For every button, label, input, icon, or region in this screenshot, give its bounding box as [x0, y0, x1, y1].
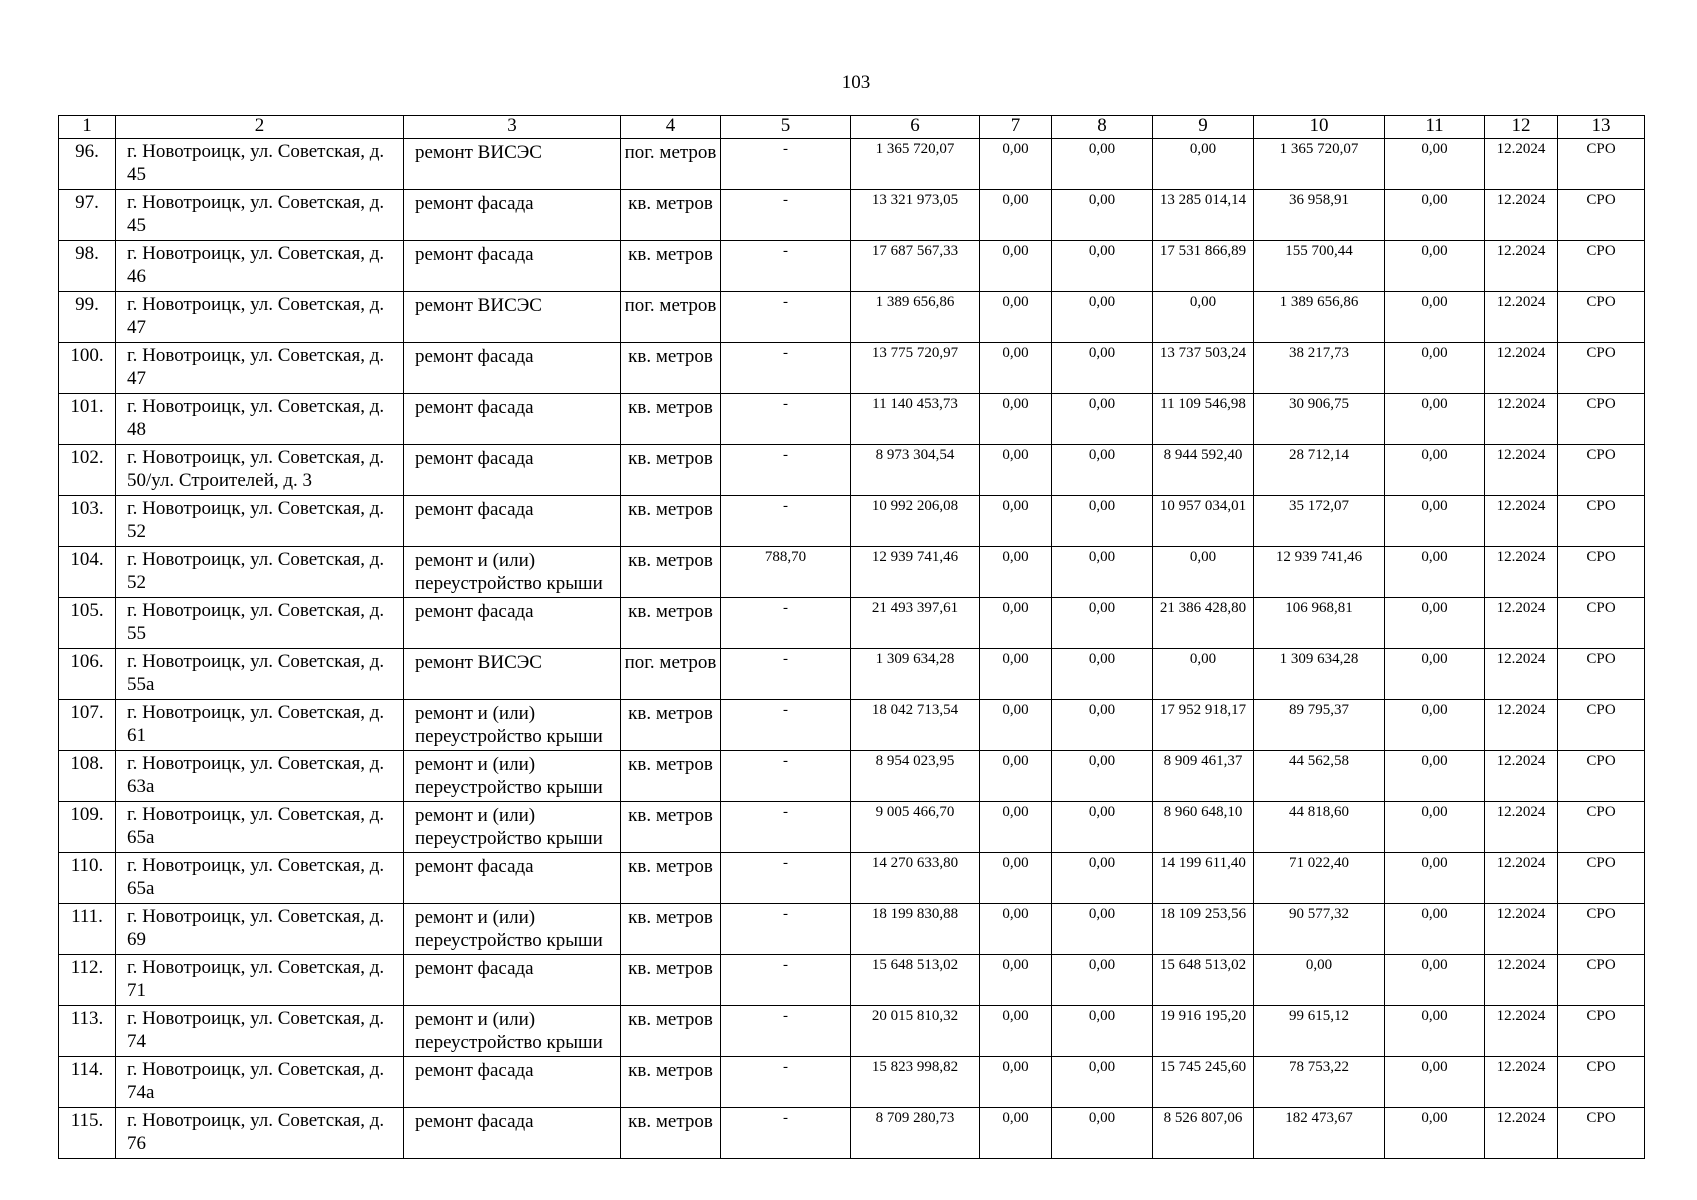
address-cell: г. Новотроицк, ул. Советская, д. 47: [116, 343, 404, 394]
table-row: [59, 1108, 1645, 1159]
row-number-cell: 115.: [59, 1108, 116, 1159]
deadline-cell: 12.2024: [1485, 496, 1558, 547]
cost-col-10-cell: 155 700,44: [1254, 241, 1385, 292]
work-type-cell: ремонт и (или) переустройство крыши: [404, 802, 621, 853]
cost-col-10-cell: 44 562,58: [1254, 751, 1385, 802]
cost-col-11-cell: 0,00: [1385, 751, 1485, 802]
work-type-cell: ремонт фасада: [404, 343, 621, 394]
cost-col-9-cell: 0,00: [1153, 139, 1254, 190]
cost-col-8-cell: 0,00: [1052, 496, 1153, 547]
table-row: [59, 853, 1645, 904]
table-row: [59, 802, 1645, 853]
executor-cell: СРО: [1558, 1108, 1645, 1159]
table-row: [59, 1006, 1645, 1057]
executor-cell: СРО: [1558, 700, 1645, 751]
deadline-cell: 12.2024: [1485, 1108, 1558, 1159]
executor-cell: СРО: [1558, 241, 1645, 292]
unit-cell: кв. метров: [621, 853, 721, 904]
work-type-cell: ремонт фасада: [404, 955, 621, 1006]
cost-col-7-cell: 0,00: [980, 343, 1052, 394]
work-type-cell: ремонт и (или) переустройство крыши: [404, 751, 621, 802]
address-cell: г. Новотроицк, ул. Советская, д. 65а: [116, 853, 404, 904]
unit-cell: кв. метров: [621, 343, 721, 394]
deadline-cell: 12.2024: [1485, 241, 1558, 292]
executor-cell: СРО: [1558, 394, 1645, 445]
cost-col-11-cell: 0,00: [1385, 241, 1485, 292]
row-number-cell: 98.: [59, 241, 116, 292]
work-type-cell: ремонт ВИСЭС: [404, 649, 621, 700]
deadline-cell: 12.2024: [1485, 853, 1558, 904]
total-cost-cell: 10 992 206,08: [851, 496, 980, 547]
executor-cell: СРО: [1558, 853, 1645, 904]
cost-col-9-cell: 11 109 546,98: [1153, 394, 1254, 445]
cost-col-10-cell: 1 365 720,07: [1254, 139, 1385, 190]
deadline-cell: 12.2024: [1485, 190, 1558, 241]
executor-cell: СРО: [1558, 802, 1645, 853]
deadline-cell: 12.2024: [1485, 649, 1558, 700]
cost-col-9-cell: 13 737 503,24: [1153, 343, 1254, 394]
volume-cell: -: [721, 904, 851, 955]
address-cell: г. Новотроицк, ул. Советская, д. 63а: [116, 751, 404, 802]
cost-col-7-cell: 0,00: [980, 394, 1052, 445]
unit-cell: кв. метров: [621, 751, 721, 802]
deadline-cell: 12.2024: [1485, 1057, 1558, 1108]
volume-cell: -: [721, 190, 851, 241]
row-number-cell: 102.: [59, 445, 116, 496]
volume-cell: -: [721, 445, 851, 496]
total-cost-cell: 1 389 656,86: [851, 292, 980, 343]
row-number-cell: 97.: [59, 190, 116, 241]
cost-col-7-cell: 0,00: [980, 139, 1052, 190]
unit-cell: кв. метров: [621, 1057, 721, 1108]
cost-col-11-cell: 0,00: [1385, 700, 1485, 751]
unit-cell: кв. метров: [621, 802, 721, 853]
volume-cell: -: [721, 751, 851, 802]
cost-col-11-cell: 0,00: [1385, 955, 1485, 1006]
unit-cell: кв. метров: [621, 1108, 721, 1159]
cost-col-8-cell: 0,00: [1052, 241, 1153, 292]
address-cell: г. Новотроицк, ул. Советская, д. 65а: [116, 802, 404, 853]
address-cell: г. Новотроицк, ул. Советская, д. 47: [116, 292, 404, 343]
total-cost-cell: 17 687 567,33: [851, 241, 980, 292]
cost-col-8-cell: 0,00: [1052, 1006, 1153, 1057]
table-row: [59, 445, 1645, 496]
cost-col-10-cell: 90 577,32: [1254, 904, 1385, 955]
executor-cell: СРО: [1558, 649, 1645, 700]
executor-cell: СРО: [1558, 1006, 1645, 1057]
cost-col-11-cell: 0,00: [1385, 649, 1485, 700]
unit-cell: кв. метров: [621, 496, 721, 547]
volume-cell: -: [721, 241, 851, 292]
table-row: [59, 394, 1645, 445]
cost-col-9-cell: 8 960 648,10: [1153, 802, 1254, 853]
column-header: 1: [59, 116, 116, 139]
cost-col-11-cell: 0,00: [1385, 343, 1485, 394]
row-number-cell: 109.: [59, 802, 116, 853]
table-header-row: [59, 116, 1645, 139]
cost-col-9-cell: 13 285 014,14: [1153, 190, 1254, 241]
cost-col-7-cell: 0,00: [980, 292, 1052, 343]
executor-cell: СРО: [1558, 904, 1645, 955]
cost-col-11-cell: 0,00: [1385, 445, 1485, 496]
address-cell: г. Новотроицк, ул. Советская, д. 52: [116, 496, 404, 547]
unit-cell: пог. метров: [621, 139, 721, 190]
total-cost-cell: 1 309 634,28: [851, 649, 980, 700]
volume-cell: -: [721, 598, 851, 649]
address-cell: г. Новотроицк, ул. Советская, д. 74: [116, 1006, 404, 1057]
volume-cell: -: [721, 802, 851, 853]
cost-col-8-cell: 0,00: [1052, 547, 1153, 598]
column-header: 7: [980, 116, 1052, 139]
unit-cell: кв. метров: [621, 394, 721, 445]
cost-col-7-cell: 0,00: [980, 853, 1052, 904]
table-row: [59, 598, 1645, 649]
column-header: 4: [621, 116, 721, 139]
total-cost-cell: 14 270 633,80: [851, 853, 980, 904]
column-header: 12: [1485, 116, 1558, 139]
work-type-cell: ремонт и (или) переустройство крыши: [404, 547, 621, 598]
work-type-cell: ремонт ВИСЭС: [404, 292, 621, 343]
address-cell: г. Новотроицк, ул. Советская, д. 74а: [116, 1057, 404, 1108]
table-row: [59, 139, 1645, 190]
cost-col-8-cell: 0,00: [1052, 445, 1153, 496]
executor-cell: СРО: [1558, 292, 1645, 343]
capital-repair-table: [58, 115, 1645, 1159]
unit-cell: кв. метров: [621, 547, 721, 598]
deadline-cell: 12.2024: [1485, 139, 1558, 190]
cost-col-10-cell: 106 968,81: [1254, 598, 1385, 649]
unit-cell: кв. метров: [621, 241, 721, 292]
table-row: [59, 1057, 1645, 1108]
deadline-cell: 12.2024: [1485, 598, 1558, 649]
column-header: 9: [1153, 116, 1254, 139]
work-type-cell: ремонт фасада: [404, 394, 621, 445]
work-type-cell: ремонт фасада: [404, 190, 621, 241]
executor-cell: СРО: [1558, 955, 1645, 1006]
volume-cell: -: [721, 1108, 851, 1159]
work-type-cell: ремонт фасада: [404, 1057, 621, 1108]
cost-col-9-cell: 18 109 253,56: [1153, 904, 1254, 955]
deadline-cell: 12.2024: [1485, 547, 1558, 598]
column-header: 8: [1052, 116, 1153, 139]
total-cost-cell: 8 973 304,54: [851, 445, 980, 496]
unit-cell: кв. метров: [621, 445, 721, 496]
cost-col-7-cell: 0,00: [980, 649, 1052, 700]
table-row: [59, 955, 1645, 1006]
cost-col-10-cell: 182 473,67: [1254, 1108, 1385, 1159]
cost-col-11-cell: 0,00: [1385, 802, 1485, 853]
volume-cell: -: [721, 343, 851, 394]
cost-col-8-cell: 0,00: [1052, 904, 1153, 955]
address-cell: г. Новотроицк, ул. Советская, д. 48: [116, 394, 404, 445]
column-header: 5: [721, 116, 851, 139]
column-header: 2: [116, 116, 404, 139]
address-cell: г. Новотроицк, ул. Советская, д. 50/ул. Строителей, д. 3: [116, 445, 404, 496]
unit-cell: кв. метров: [621, 190, 721, 241]
cost-col-9-cell: 8 944 592,40: [1153, 445, 1254, 496]
work-type-cell: ремонт фасада: [404, 445, 621, 496]
executor-cell: СРО: [1558, 445, 1645, 496]
total-cost-cell: 21 493 397,61: [851, 598, 980, 649]
deadline-cell: 12.2024: [1485, 1006, 1558, 1057]
column-header: 6: [851, 116, 980, 139]
volume-cell: -: [721, 139, 851, 190]
work-type-cell: ремонт фасада: [404, 241, 621, 292]
table-row: [59, 241, 1645, 292]
address-cell: г. Новотроицк, ул. Советская, д. 45: [116, 190, 404, 241]
row-number-cell: 108.: [59, 751, 116, 802]
total-cost-cell: 13 321 973,05: [851, 190, 980, 241]
executor-cell: СРО: [1558, 598, 1645, 649]
unit-cell: кв. метров: [621, 1006, 721, 1057]
cost-col-7-cell: 0,00: [980, 241, 1052, 292]
row-number-cell: 99.: [59, 292, 116, 343]
cost-col-7-cell: 0,00: [980, 700, 1052, 751]
cost-col-10-cell: 28 712,14: [1254, 445, 1385, 496]
cost-col-9-cell: 0,00: [1153, 547, 1254, 598]
cost-col-10-cell: 99 615,12: [1254, 1006, 1385, 1057]
row-number-cell: 112.: [59, 955, 116, 1006]
cost-col-8-cell: 0,00: [1052, 751, 1153, 802]
total-cost-cell: 8 954 023,95: [851, 751, 980, 802]
cost-col-8-cell: 0,00: [1052, 1057, 1153, 1108]
cost-col-10-cell: 36 958,91: [1254, 190, 1385, 241]
cost-col-10-cell: 0,00: [1254, 955, 1385, 1006]
address-cell: г. Новотроицк, ул. Советская, д. 46: [116, 241, 404, 292]
work-type-cell: ремонт фасада: [404, 598, 621, 649]
work-type-cell: ремонт и (или) переустройство крыши: [404, 1006, 621, 1057]
cost-col-8-cell: 0,00: [1052, 700, 1153, 751]
volume-cell: -: [721, 394, 851, 445]
total-cost-cell: 12 939 741,46: [851, 547, 980, 598]
cost-col-11-cell: 0,00: [1385, 292, 1485, 343]
work-type-cell: ремонт фасада: [404, 853, 621, 904]
cost-col-7-cell: 0,00: [980, 190, 1052, 241]
cost-col-8-cell: 0,00: [1052, 649, 1153, 700]
table-row: [59, 649, 1645, 700]
total-cost-cell: 15 648 513,02: [851, 955, 980, 1006]
deadline-cell: 12.2024: [1485, 292, 1558, 343]
total-cost-cell: 11 140 453,73: [851, 394, 980, 445]
total-cost-cell: 15 823 998,82: [851, 1057, 980, 1108]
cost-col-7-cell: 0,00: [980, 598, 1052, 649]
volume-cell: -: [721, 1006, 851, 1057]
cost-col-7-cell: 0,00: [980, 1057, 1052, 1108]
work-type-cell: ремонт и (или) переустройство крыши: [404, 904, 621, 955]
cost-col-10-cell: 89 795,37: [1254, 700, 1385, 751]
deadline-cell: 12.2024: [1485, 802, 1558, 853]
total-cost-cell: 18 042 713,54: [851, 700, 980, 751]
address-cell: г. Новотроицк, ул. Советская, д. 71: [116, 955, 404, 1006]
cost-col-8-cell: 0,00: [1052, 955, 1153, 1006]
row-number-cell: 96.: [59, 139, 116, 190]
total-cost-cell: 1 365 720,07: [851, 139, 980, 190]
cost-col-10-cell: 78 753,22: [1254, 1057, 1385, 1108]
row-number-cell: 100.: [59, 343, 116, 394]
executor-cell: СРО: [1558, 1057, 1645, 1108]
cost-col-11-cell: 0,00: [1385, 904, 1485, 955]
cost-col-8-cell: 0,00: [1052, 343, 1153, 394]
volume-cell: -: [721, 1057, 851, 1108]
column-header: 11: [1385, 116, 1485, 139]
cost-col-10-cell: 1 309 634,28: [1254, 649, 1385, 700]
work-type-cell: ремонт ВИСЭС: [404, 139, 621, 190]
cost-col-11-cell: 0,00: [1385, 853, 1485, 904]
cost-col-11-cell: 0,00: [1385, 1006, 1485, 1057]
cost-col-9-cell: 0,00: [1153, 292, 1254, 343]
address-cell: г. Новотроицк, ул. Советская, д. 61: [116, 700, 404, 751]
row-number-cell: 101.: [59, 394, 116, 445]
cost-col-8-cell: 0,00: [1052, 394, 1153, 445]
row-number-cell: 105.: [59, 598, 116, 649]
total-cost-cell: 13 775 720,97: [851, 343, 980, 394]
cost-col-8-cell: 0,00: [1052, 1108, 1153, 1159]
cost-col-11-cell: 0,00: [1385, 547, 1485, 598]
row-number-cell: 114.: [59, 1057, 116, 1108]
cost-col-10-cell: 71 022,40: [1254, 853, 1385, 904]
unit-cell: кв. метров: [621, 904, 721, 955]
cost-col-8-cell: 0,00: [1052, 802, 1153, 853]
cost-col-9-cell: 8 909 461,37: [1153, 751, 1254, 802]
row-number-cell: 111.: [59, 904, 116, 955]
cost-col-9-cell: 8 526 807,06: [1153, 1108, 1254, 1159]
table-row: [59, 190, 1645, 241]
table-row: [59, 547, 1645, 598]
cost-col-11-cell: 0,00: [1385, 1057, 1485, 1108]
cost-col-7-cell: 0,00: [980, 496, 1052, 547]
row-number-cell: 104.: [59, 547, 116, 598]
deadline-cell: 12.2024: [1485, 751, 1558, 802]
deadline-cell: 12.2024: [1485, 343, 1558, 394]
cost-col-10-cell: 1 389 656,86: [1254, 292, 1385, 343]
page-number: 103: [841, 72, 871, 93]
table-row: [59, 904, 1645, 955]
address-cell: г. Новотроицк, ул. Советская, д. 76: [116, 1108, 404, 1159]
executor-cell: СРО: [1558, 751, 1645, 802]
volume-cell: -: [721, 700, 851, 751]
cost-col-8-cell: 0,00: [1052, 190, 1153, 241]
cost-col-7-cell: 0,00: [980, 802, 1052, 853]
table-row: [59, 496, 1645, 547]
cost-col-7-cell: 0,00: [980, 445, 1052, 496]
executor-cell: СРО: [1558, 343, 1645, 394]
cost-col-11-cell: 0,00: [1385, 598, 1485, 649]
executor-cell: СРО: [1558, 496, 1645, 547]
deadline-cell: 12.2024: [1485, 700, 1558, 751]
address-cell: г. Новотроицк, ул. Советская, д. 45: [116, 139, 404, 190]
volume-cell: -: [721, 649, 851, 700]
volume-cell: -: [721, 496, 851, 547]
row-number-cell: 106.: [59, 649, 116, 700]
cost-col-9-cell: 21 386 428,80: [1153, 598, 1254, 649]
table-row: [59, 292, 1645, 343]
cost-col-7-cell: 0,00: [980, 547, 1052, 598]
unit-cell: пог. метров: [621, 649, 721, 700]
deadline-cell: 12.2024: [1485, 445, 1558, 496]
total-cost-cell: 18 199 830,88: [851, 904, 980, 955]
cost-col-9-cell: 17 952 918,17: [1153, 700, 1254, 751]
deadline-cell: 12.2024: [1485, 955, 1558, 1006]
table-row: [59, 343, 1645, 394]
cost-col-9-cell: 17 531 866,89: [1153, 241, 1254, 292]
deadline-cell: 12.2024: [1485, 394, 1558, 445]
executor-cell: СРО: [1558, 139, 1645, 190]
cost-col-7-cell: 0,00: [980, 1006, 1052, 1057]
volume-cell: -: [721, 292, 851, 343]
work-type-cell: ремонт фасада: [404, 496, 621, 547]
cost-col-8-cell: 0,00: [1052, 853, 1153, 904]
cost-col-8-cell: 0,00: [1052, 139, 1153, 190]
unit-cell: кв. метров: [621, 700, 721, 751]
address-cell: г. Новотроицк, ул. Советская, д. 55: [116, 598, 404, 649]
column-header: 13: [1558, 116, 1645, 139]
cost-col-9-cell: 10 957 034,01: [1153, 496, 1254, 547]
unit-cell: кв. метров: [621, 598, 721, 649]
unit-cell: кв. метров: [621, 955, 721, 1006]
row-number-cell: 110.: [59, 853, 116, 904]
column-header: 10: [1254, 116, 1385, 139]
cost-col-7-cell: 0,00: [980, 1108, 1052, 1159]
work-type-cell: ремонт и (или) переустройство крыши: [404, 700, 621, 751]
cost-col-9-cell: 15 745 245,60: [1153, 1057, 1254, 1108]
total-cost-cell: 20 015 810,32: [851, 1006, 980, 1057]
executor-cell: СРО: [1558, 547, 1645, 598]
total-cost-cell: 9 005 466,70: [851, 802, 980, 853]
volume-cell: -: [721, 853, 851, 904]
cost-col-7-cell: 0,00: [980, 955, 1052, 1006]
cost-col-9-cell: 19 916 195,20: [1153, 1006, 1254, 1057]
cost-col-9-cell: 0,00: [1153, 649, 1254, 700]
cost-col-10-cell: 35 172,07: [1254, 496, 1385, 547]
table-row: [59, 751, 1645, 802]
cost-col-11-cell: 0,00: [1385, 394, 1485, 445]
volume-cell: -: [721, 955, 851, 1006]
deadline-cell: 12.2024: [1485, 904, 1558, 955]
cost-col-10-cell: 44 818,60: [1254, 802, 1385, 853]
cost-col-10-cell: 12 939 741,46: [1254, 547, 1385, 598]
cost-col-11-cell: 0,00: [1385, 496, 1485, 547]
cost-col-9-cell: 15 648 513,02: [1153, 955, 1254, 1006]
table-body: [59, 139, 1645, 1159]
executor-cell: СРО: [1558, 190, 1645, 241]
cost-col-11-cell: 0,00: [1385, 1108, 1485, 1159]
total-cost-cell: 8 709 280,73: [851, 1108, 980, 1159]
cost-col-10-cell: 30 906,75: [1254, 394, 1385, 445]
column-header: 3: [404, 116, 621, 139]
cost-col-11-cell: 0,00: [1385, 190, 1485, 241]
cost-col-10-cell: 38 217,73: [1254, 343, 1385, 394]
cost-col-11-cell: 0,00: [1385, 139, 1485, 190]
cost-col-7-cell: 0,00: [980, 751, 1052, 802]
row-number-cell: 103.: [59, 496, 116, 547]
cost-col-9-cell: 14 199 611,40: [1153, 853, 1254, 904]
work-type-cell: ремонт фасада: [404, 1108, 621, 1159]
row-number-cell: 107.: [59, 700, 116, 751]
cost-col-8-cell: 0,00: [1052, 598, 1153, 649]
address-cell: г. Новотроицк, ул. Советская, д. 69: [116, 904, 404, 955]
row-number-cell: 113.: [59, 1006, 116, 1057]
cost-col-7-cell: 0,00: [980, 904, 1052, 955]
volume-cell: 788,70: [721, 547, 851, 598]
address-cell: г. Новотроицк, ул. Советская, д. 52: [116, 547, 404, 598]
address-cell: г. Новотроицк, ул. Советская, д. 55а: [116, 649, 404, 700]
table-row: [59, 700, 1645, 751]
cost-col-8-cell: 0,00: [1052, 292, 1153, 343]
unit-cell: пог. метров: [621, 292, 721, 343]
